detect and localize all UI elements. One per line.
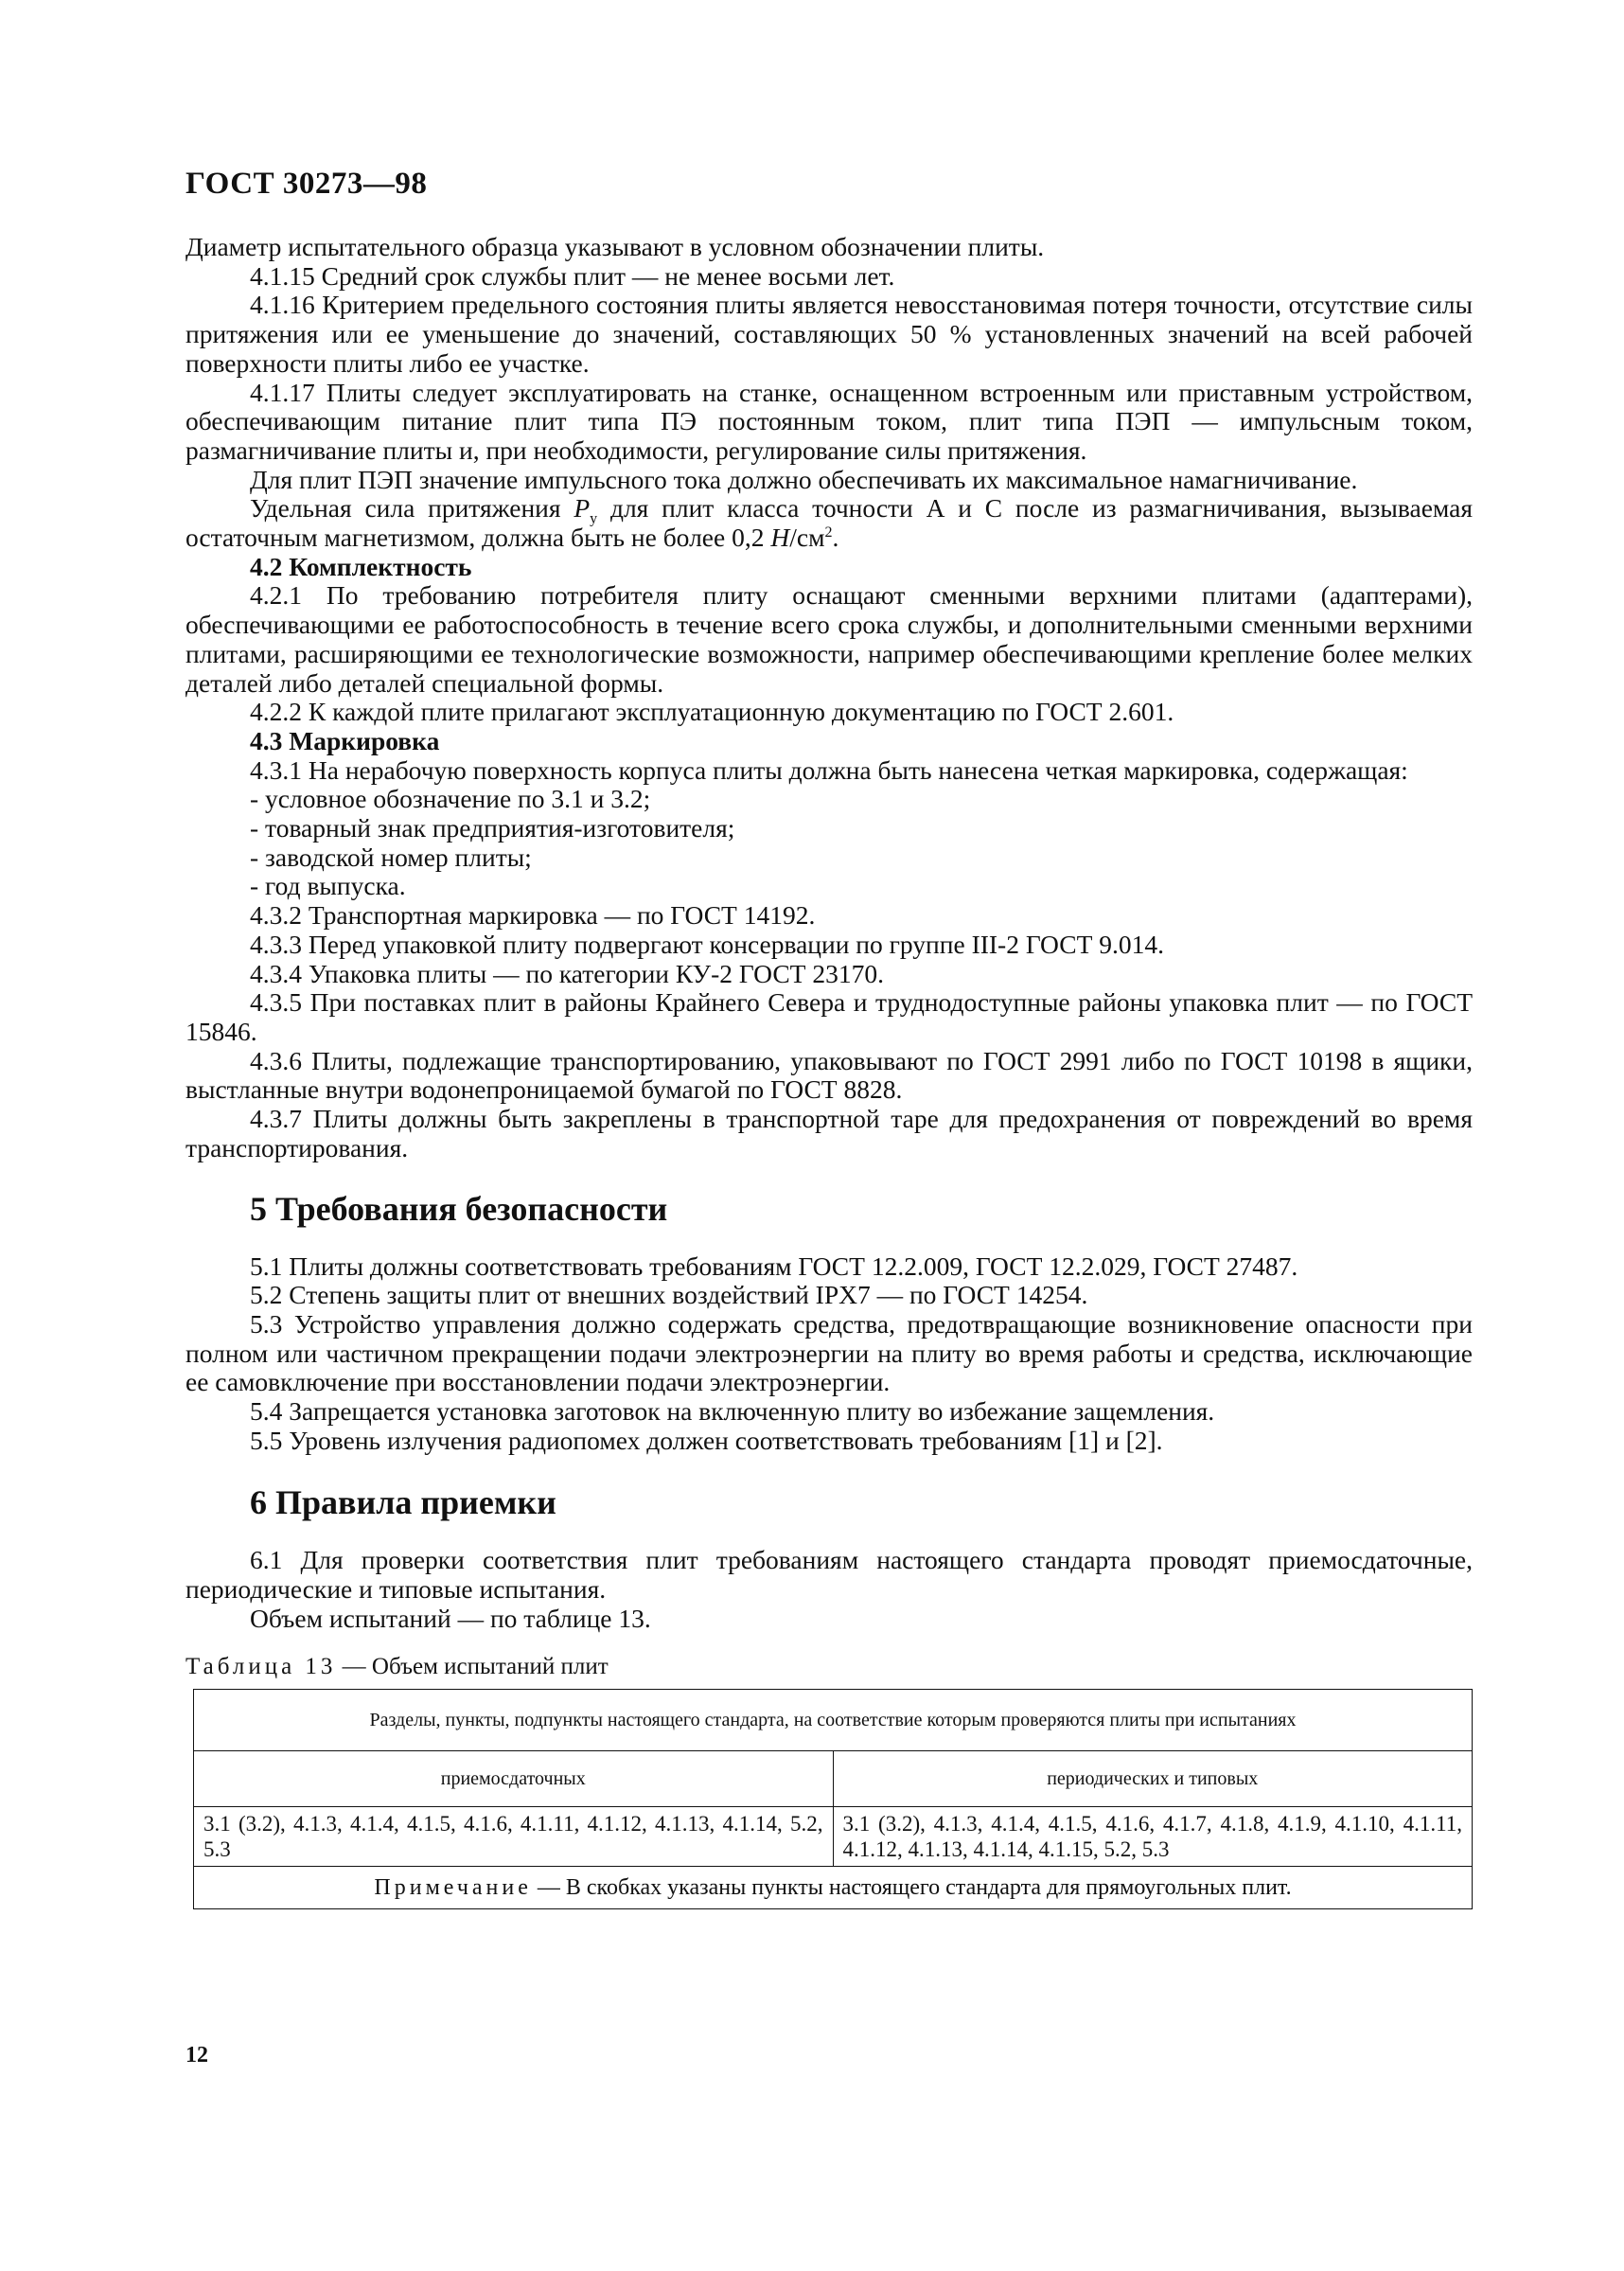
table-header-main: Разделы, пункты, подпункты настоящего стандарта, на соответствие которым проверяются плиты при испытаниях xyxy=(194,1690,1473,1751)
table-note: Примечание — В скобках указаны пункты настоящего стандарта для прямоугольных плит. xyxy=(194,1867,1473,1909)
paragraph: 4.3.4 Упаковка плиты — по категории КУ-2 ГОСТ 23170. xyxy=(250,958,884,988)
paragraph: 5.3 Устройство управления должно содержать средства, предотвращающие возникновение опасности при полном или частичном прекращении подачи электроэнергии на плиту во время работы и средства, исключающие ее самовключение при восстановлении подачи электроэнергии. xyxy=(185,1308,1473,1397)
section-5-title: 5 Требования безопасности xyxy=(250,1189,668,1228)
list-item: - товарный знак предприятия-изготовителя; xyxy=(250,813,735,843)
paragraph: 5.5 Уровень излучения радиопомех должен соответствовать требованиям [1] и [2]. xyxy=(250,1425,1163,1455)
section-6-title: 6 Правила приемки xyxy=(250,1483,556,1522)
paragraph: 4.1.16 Критерием предельного состояния плиты является невосстановимая потеря точности, отсутствие силы притяжения или ее уменьшение до значений, составляющих 50 % установленных значений на всей рабочей поверхности плиты либо ее участке. xyxy=(185,290,1473,378)
paragraph: 4.3.5 При поставках плит в районы Крайнего Севера и труднодоступные районы упаковка плит — по ГОСТ 15846. xyxy=(185,987,1473,1046)
paragraph: 4.2.2 К каждой плите прилагают эксплуатационную документацию по ГОСТ 2.601. xyxy=(250,697,1174,727)
table-col2-value: 3.1 (3.2), 4.1.3, 4.1.4, 4.1.5, 4.1.6, 4.1.7, 4.1.8, 4.1.9, 4.1.10, 4.1.11, 4.1.12, 4.1.13, 4.1.14, 4.1.15, 5.2, 5.3 xyxy=(833,1807,1473,1867)
clause-4-2-4-3-block xyxy=(185,553,1473,1163)
paragraph: Для плит ПЭП значение импульсного тока должно обеспечивать их максимальное намагничивание. xyxy=(250,464,1358,494)
paragraph: 4.3.7 Плиты должны быть закреплены в транспортной таре для предохранения от повреждений во время транспортирования. xyxy=(185,1104,1473,1162)
list-item: - год выпуска. xyxy=(250,871,406,901)
table-col1-value: 3.1 (3.2), 4.1.3, 4.1.4, 4.1.5, 4.1.6, 4.1.11, 4.1.12, 4.1.13, 4.1.14, 5.2, 5.3 xyxy=(194,1807,834,1867)
section-5-body xyxy=(185,1252,1473,1456)
paragraph: Объем испытаний — по таблице 13. xyxy=(250,1603,651,1633)
paragraph: 6.1 Для проверки соответствия плит требованиям настоящего стандарта проводят приемосдаточные, периодические и типовые испытания. xyxy=(185,1545,1473,1605)
paragraph: 4.1.15 Средний срок службы плит — не менее восьми лет. xyxy=(250,260,895,291)
list-item: - условное обозначение по 3.1 и 3.2; xyxy=(250,784,651,814)
subsection-heading: 4.3 Маркировка xyxy=(250,725,440,755)
paragraph: 4.2.1 По требованию потребителя плиту оснащают сменными верхними плитами (адаптерами), обеспечивающими ее работоспособность в течение всего срока службы, и дополнительными сменными верхними плитами, расширяющими ее технологические возможности, например обеспечивающими крепление более мелких деталей либо деталей специальной формы. xyxy=(185,580,1473,698)
paragraph: 4.3.1 На нерабочую поверхность корпуса плиты должна быть нанесена четкая маркировка, содержащая: xyxy=(250,754,1408,785)
paragraph: 4.3.2 Транспортная маркировка — по ГОСТ 14192. xyxy=(250,900,816,931)
paragraph: 4.1.17 Плиты следует эксплуатировать на станке, оснащенном встроенным или приставным устройством, обеспечивающим питание плит типа ПЭ постоянным током, плит типа ПЭП — импульсным током, размагничивание плиты и, при необходимости, регулирование силы притяжения. xyxy=(185,377,1473,465)
paragraph: 5.1 Плиты должны соответствовать требованиям ГОСТ 12.2.009, ГОСТ 12.2.029, ГОСТ 27487. xyxy=(250,1251,1298,1281)
table-col2-header: периодических и типовых xyxy=(833,1751,1473,1807)
paragraph: 5.4 Запрещается установка заготовок на включенную плиту во избежание защемления. xyxy=(250,1396,1215,1427)
page-number: 12 xyxy=(185,2043,208,2067)
clause-4-1-block xyxy=(185,233,1473,494)
force-paragraph: Удельная сила притяжения $P_у$ для плит класса точности А и С после из размагничивания, вызываемая остаточным магнетизмом, должна быть не более 0,2 $Н/см^2$. xyxy=(185,493,1474,553)
section-6-body xyxy=(185,1546,1473,1633)
document-body xyxy=(185,233,1473,1909)
list-item: - заводской номер плиты; xyxy=(250,842,532,872)
page-header: ГОСТ 30273—98 xyxy=(185,167,428,201)
table-col1-header: приемосдаточных xyxy=(194,1751,834,1807)
paragraph: 4.3.3 Перед упаковкой плиту подвергают консервации по группе III-2 ГОСТ 9.014. xyxy=(250,929,1165,959)
table-13 xyxy=(193,1689,1473,1909)
paragraph: Диаметр испытательного образца указывают в условном обозначении плиты. xyxy=(185,232,1045,261)
paragraph: 5.2 Степень защиты плит от внешних воздействий IPX7 — по ГОСТ 14254. xyxy=(250,1280,1088,1310)
subsection-heading: 4.2 Комплектность xyxy=(250,551,472,581)
table-caption: Таблица 13 — Объем испытаний плит xyxy=(185,1653,609,1679)
paragraph: 4.3.6 Плиты, подлежащие транспортированию, упаковывают по ГОСТ 2991 либо по ГОСТ 10198 в ящики, выстланные внутри водонепроницаемой бумагой по ГОСТ 8828. xyxy=(185,1045,1473,1105)
